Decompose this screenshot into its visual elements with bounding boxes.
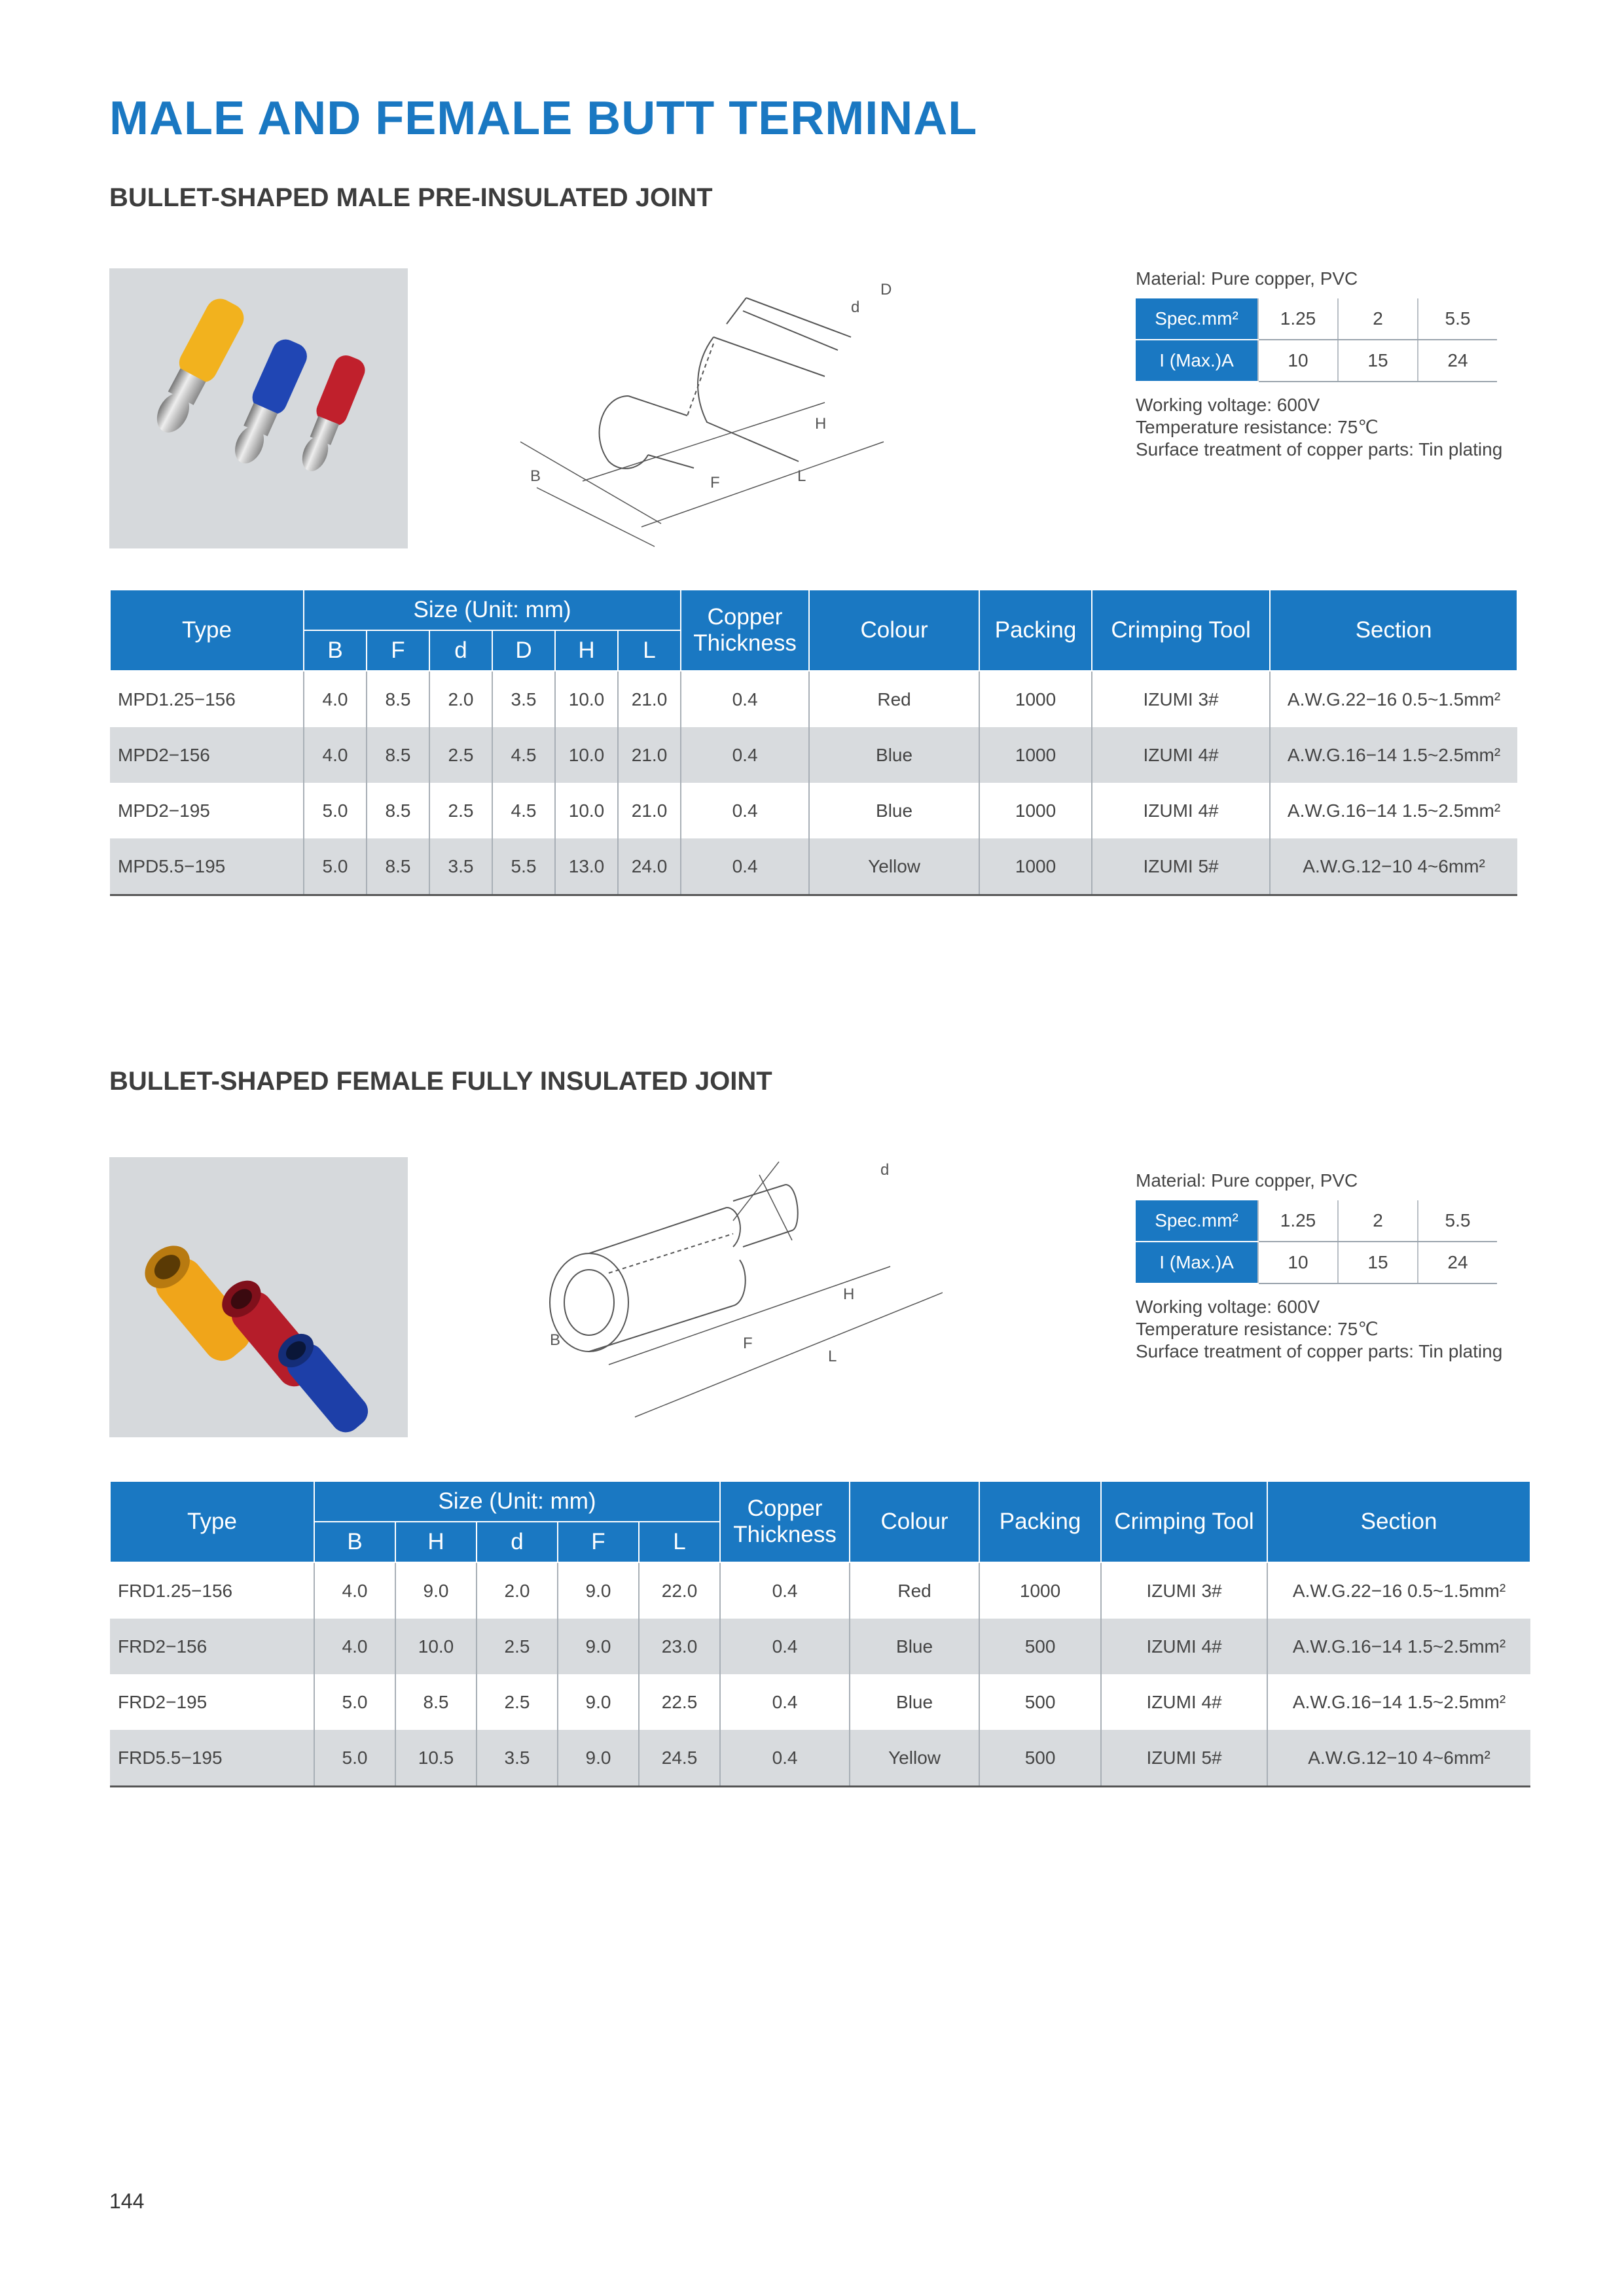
table-cell: A.W.G.16−14 1.5~2.5mm² [1270,783,1517,838]
current-header: I (Max.)A [1136,1242,1258,1283]
female-product-photo [109,1157,408,1437]
table-cell: 2.5 [429,727,492,783]
male-product-photo [109,268,408,548]
table-cell: A.W.G.22−16 0.5~1.5mm² [1267,1562,1530,1619]
table-row [110,1730,1530,1787]
table-cell: 2.0 [429,671,492,727]
table-cell: 0.4 [720,1730,850,1787]
spec-header: Spec.mm² [1136,298,1258,340]
col-size: Size (Unit: mm) [314,1481,720,1522]
table-cell: 8.5 [367,838,429,895]
male-section-title: BULLET-SHAPED MALE PRE-INSULATED JOINT [109,183,713,212]
table-cell: 4.0 [314,1562,395,1619]
current-value: 15 [1338,1242,1418,1283]
table-cell: A.W.G.12−10 4~6mm² [1270,838,1517,895]
table-cell: A.W.G.16−14 1.5~2.5mm² [1267,1619,1530,1674]
drawing-label-H: H [815,415,827,433]
table-cell: IZUMI 4# [1092,783,1270,838]
page-number: 144 [109,2189,145,2213]
table-cell: 500 [979,1619,1101,1674]
current-value: 24 [1418,340,1497,382]
female-spec-data-table [109,1480,1531,1787]
spec-value: 2 [1338,298,1418,340]
col-size-b: B [304,630,367,671]
table-cell: 500 [979,1674,1101,1730]
table-cell: 8.5 [395,1674,477,1730]
surface-text: Surface treatment of copper parts: Tin plating [1136,1341,1503,1361]
table-cell: 2.5 [429,783,492,838]
table-cell: 10.0 [555,727,618,783]
table-cell: 1000 [979,1562,1101,1619]
drawing-label-d: d [851,298,860,316]
table-row [110,838,1517,895]
drawing-label-L: L [828,1348,837,1365]
table-row [110,671,1517,727]
table-cell: 10.0 [395,1619,477,1674]
col-size-f: F [558,1522,639,1562]
table-cell: 10.0 [555,783,618,838]
table-cell: 1000 [979,671,1092,727]
col-type: Type [110,590,304,671]
current-value: 15 [1338,340,1418,382]
col-copper-thickness: Copper Thickness [720,1481,850,1562]
table-cell: 21.0 [618,671,681,727]
table-cell: 1000 [979,838,1092,895]
table-cell: 9.0 [558,1619,639,1674]
table-cell: 24.0 [618,838,681,895]
col-packing: Packing [979,1481,1101,1562]
col-copper-thickness: Copper Thickness [681,590,809,671]
table-cell: 24.5 [639,1730,720,1787]
drawing-label-D: D [880,281,892,298]
table-cell: Blue [850,1619,979,1674]
table-cell: 1000 [979,783,1092,838]
col-section: Section [1270,590,1517,671]
table-cell: 9.0 [558,1730,639,1787]
table-cell: A.W.G.16−14 1.5~2.5mm² [1270,727,1517,783]
drawing-label-F: F [710,474,720,492]
table-row [110,727,1517,783]
table-cell: 4.5 [492,727,555,783]
spec-value: 2 [1338,1200,1418,1242]
table-cell: 5.0 [314,1730,395,1787]
col-size-f: F [367,630,429,671]
material-text: Material: Pure copper, PVC [1136,268,1358,289]
table-cell: 0.4 [720,1674,850,1730]
col-size-d-small: d [429,630,492,671]
table-cell: 10.0 [555,671,618,727]
col-type: Type [110,1481,314,1562]
voltage-text: Working voltage: 600V [1136,1297,1320,1317]
table-cell: 2.5 [477,1619,558,1674]
table-cell: FRD2−195 [110,1674,314,1730]
drawing-label-B: B [530,467,541,485]
current-header: I (Max.)A [1136,340,1258,382]
table-cell: 22.5 [639,1674,720,1730]
col-colour: Colour [809,590,979,671]
table-cell: 3.5 [492,671,555,727]
col-size: Size (Unit: mm) [304,590,681,630]
table-cell: IZUMI 4# [1101,1619,1267,1674]
female-dimension-drawing [524,1149,943,1437]
table-cell: A.W.G.12−10 4~6mm² [1267,1730,1530,1787]
table-cell: IZUMI 4# [1092,727,1270,783]
table-cell: 0.4 [681,838,809,895]
table-cell: 9.0 [558,1562,639,1619]
table-cell: 4.0 [314,1619,395,1674]
table-row [110,1674,1530,1730]
material-text: Material: Pure copper, PVC [1136,1170,1358,1191]
col-size-h: H [395,1522,477,1562]
table-cell: A.W.G.22−16 0.5~1.5mm² [1270,671,1517,727]
table-cell: 0.4 [720,1619,850,1674]
table-cell: 0.4 [681,727,809,783]
table-cell: 21.0 [618,783,681,838]
table-cell: 3.5 [429,838,492,895]
table-cell: MPD1.25−156 [110,671,304,727]
page-title: MALE AND FEMALE BUTT TERMINAL [109,92,978,145]
table-cell: 13.0 [555,838,618,895]
table-cell: A.W.G.16−14 1.5~2.5mm² [1267,1674,1530,1730]
table-cell: 8.5 [367,671,429,727]
drawing-label-d: d [880,1161,890,1179]
drawing-label-H: H [843,1285,855,1303]
col-crimping-tool: Crimping Tool [1101,1481,1267,1562]
table-cell: 5.5 [492,838,555,895]
male-spec-data-table [109,589,1518,896]
spec-header: Spec.mm² [1136,1200,1258,1242]
male-dimension-drawing [497,265,916,553]
table-cell: IZUMI 3# [1101,1562,1267,1619]
table-cell: MPD2−156 [110,727,304,783]
female-spec-table [1136,1200,1497,1284]
table-cell: 8.5 [367,783,429,838]
col-size-l: L [618,630,681,671]
col-size-h: H [555,630,618,671]
female-spec-box [1136,1170,1502,1363]
spec-value: 5.5 [1418,1200,1497,1242]
voltage-text: Working voltage: 600V [1136,395,1320,415]
table-cell: 0.4 [720,1562,850,1619]
spec-value: 1.25 [1258,298,1338,340]
table-cell: 22.0 [639,1562,720,1619]
col-crimping-tool: Crimping Tool [1092,590,1270,671]
col-size-d-large: D [492,630,555,671]
table-cell: 9.0 [558,1674,639,1730]
table-cell: 10.5 [395,1730,477,1787]
table-cell: Yellow [850,1730,979,1787]
table-cell: 4.5 [492,783,555,838]
table-cell: IZUMI 4# [1101,1674,1267,1730]
col-colour: Colour [850,1481,979,1562]
table-cell: MPD5.5−195 [110,838,304,895]
col-size-d: d [477,1522,558,1562]
spec-value: 5.5 [1418,298,1497,340]
table-cell: 3.5 [477,1730,558,1787]
table-cell: FRD1.25−156 [110,1562,314,1619]
col-section: Section [1267,1481,1530,1562]
col-packing: Packing [979,590,1092,671]
table-cell: Blue [850,1674,979,1730]
table-cell: 23.0 [639,1619,720,1674]
temperature-text: Temperature resistance: 75℃ [1136,1319,1379,1339]
table-cell: IZUMI 3# [1092,671,1270,727]
table-cell: 0.4 [681,783,809,838]
drawing-label-B: B [550,1331,561,1349]
table-cell: 21.0 [618,727,681,783]
drawing-label-F: F [743,1335,753,1352]
col-size-l: L [639,1522,720,1562]
drawing-label-L: L [797,467,806,485]
table-cell: FRD2−156 [110,1619,314,1674]
table-cell: 5.0 [304,838,367,895]
table-cell: Red [850,1562,979,1619]
male-spec-box [1136,268,1502,461]
current-value: 10 [1258,1242,1338,1283]
table-cell: 500 [979,1730,1101,1787]
col-size-b: B [314,1522,395,1562]
table-cell: 2.5 [477,1674,558,1730]
table-row [110,783,1517,838]
table-cell: 9.0 [395,1562,477,1619]
table-cell: Red [809,671,979,727]
table-cell: IZUMI 5# [1092,838,1270,895]
table-cell: 0.4 [681,671,809,727]
table-cell: FRD5.5−195 [110,1730,314,1787]
table-cell: 5.0 [314,1674,395,1730]
table-cell: MPD2−195 [110,783,304,838]
table-cell: Yellow [809,838,979,895]
temperature-text: Temperature resistance: 75℃ [1136,417,1379,437]
table-row [110,1619,1530,1674]
female-section-title: BULLET-SHAPED FEMALE FULLY INSULATED JOINT [109,1067,772,1096]
male-spec-table [1136,298,1497,382]
table-cell: IZUMI 5# [1101,1730,1267,1787]
table-cell: 4.0 [304,727,367,783]
table-cell: 1000 [979,727,1092,783]
table-cell: Blue [809,727,979,783]
current-value: 24 [1418,1242,1497,1283]
current-value: 10 [1258,340,1338,382]
table-cell: 4.0 [304,671,367,727]
table-cell: 5.0 [304,783,367,838]
table-cell: Blue [809,783,979,838]
surface-text: Surface treatment of copper parts: Tin plating [1136,439,1503,459]
spec-value: 1.25 [1258,1200,1338,1242]
table-cell: 8.5 [367,727,429,783]
table-cell: 2.0 [477,1562,558,1619]
table-row [110,1562,1530,1619]
